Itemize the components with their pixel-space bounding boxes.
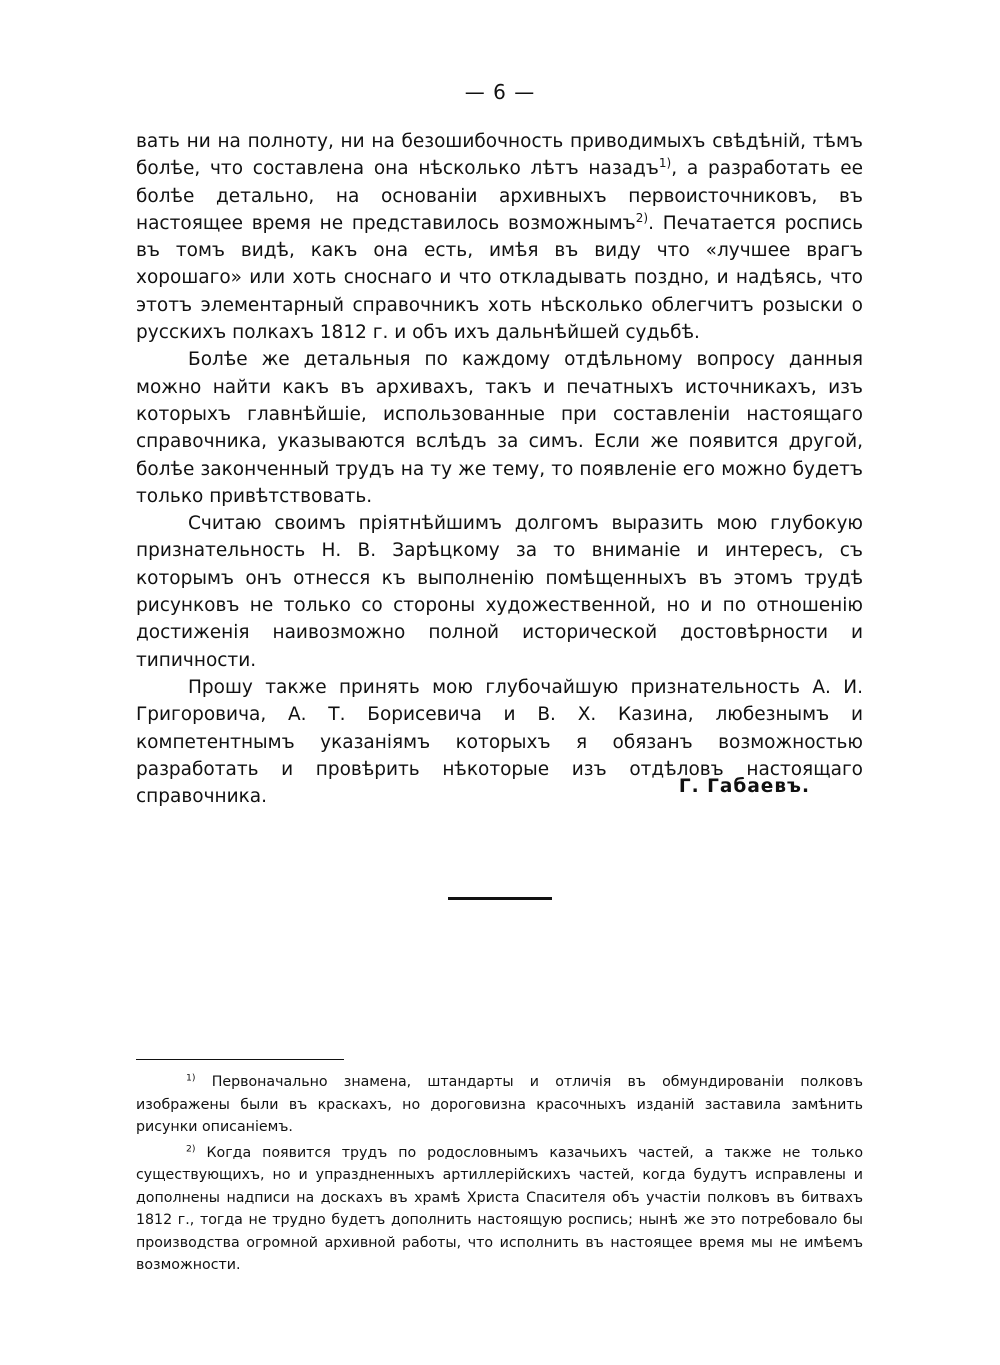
section-divider: [448, 897, 552, 900]
paragraph-3: Считаю своимъ пріятнѣйшимъ долгомъ выразить мою глубокую признательность Н. В. Зарѣцкому за то вниманіе и интересъ, съ которымъ онъ отнесся къ выполненію помѣщенныхъ въ этомъ трудѣ рисунковъ не только со стороны художественной, но и по отношенію достиженія наивозможно полной исторической достовѣрности и типичности.: [136, 513, 863, 671]
footnote-2-text: Когда появится трудъ по родословнымъ казачьихъ частей, а также не только существующихъ, но и упраздненныхъ артиллерійскихъ частей, когда будутъ исправлены и дополнены надписи на доскахъ въ храмѣ Христа Спасителя объ участіи полковъ въ битвахъ 1812 г., тогда не трудно будетъ дополнить настоящую роспись; нынѣ же это потребовало бы производства огромной архивной работы, что исполнить въ настоящее время мы не имѣемъ возможности.: [136, 1144, 863, 1273]
paragraph-2: Болѣе же детальныя по каждому отдѣльному вопросу данныя можно найти какъ въ архивахъ, такъ и печатныхъ источникахъ, изъ которыхъ главнѣйшіе, использованные при составленіи настоящаго справочника, указываются вслѣдъ за симъ. Если же появится другой, болѣе законченный трудъ на ту же тему, то появленіе его можно будетъ только привѣтствовать.: [136, 349, 863, 507]
paragraph-1-part-b: , а разработать ее болѣе детально, на основаніи архивныхъ первоисточниковъ, въ настоящее время не представилось возможнымъ: [136, 158, 863, 234]
paragraph-1-part-a: вать ни на полноту, ни на безошибочность приводимыхъ свѣдѣній, тѣмъ болѣе, что составлена она нѣсколько лѣтъ назадъ: [136, 131, 863, 180]
footnote-2-marker: 2): [186, 1142, 196, 1154]
footnote-2: [136, 1142, 863, 1277]
main-text: [136, 128, 863, 810]
footnote-reference-2: 2): [635, 210, 649, 225]
paragraph-1: [136, 128, 863, 346]
footnote-1-marker: 1): [186, 1072, 196, 1084]
paragraph-1-part-c: . Печатается роспись въ томъ видѣ, какъ она есть, имѣя въ виду что «лучшее врагъ хорошаго» или хоть сноснаго и что откладывать поздно, и надѣясь, что этотъ элементарный справочникъ хоть нѣсколько облегчитъ розыски о русскихъ полкахъ 1812 г. и объ ихъ дальнѣйшей судьбѣ.: [136, 212, 863, 344]
footnote-divider: [136, 1059, 344, 1060]
author-signature: Г. Габаевъ.: [678, 776, 810, 797]
footnotes: [136, 1071, 863, 1280]
footnote-1-text: Первоначально знамена, штандарты и отличія въ обмундированіи полковъ изображены были въ краскахъ, но дороговизна красочныхъ изданій заставила замѣнить рисунки описаніемъ.: [136, 1074, 864, 1135]
footnote-1: [136, 1071, 863, 1139]
footnote-reference-1: 1): [658, 156, 672, 171]
page-number: — 6 —: [464, 80, 536, 104]
paragraph-4: Прошу также принять мою глубочайшую признательность А. И. Григоровича, А. Т. Борисевича и В. Х. Казина, любезнымъ и компетентнымъ указаніямъ которыхъ я обязанъ возможностью разработать и провѣрить нѣкоторые изъ отдѣловъ настоящаго справочника.: [136, 676, 863, 808]
